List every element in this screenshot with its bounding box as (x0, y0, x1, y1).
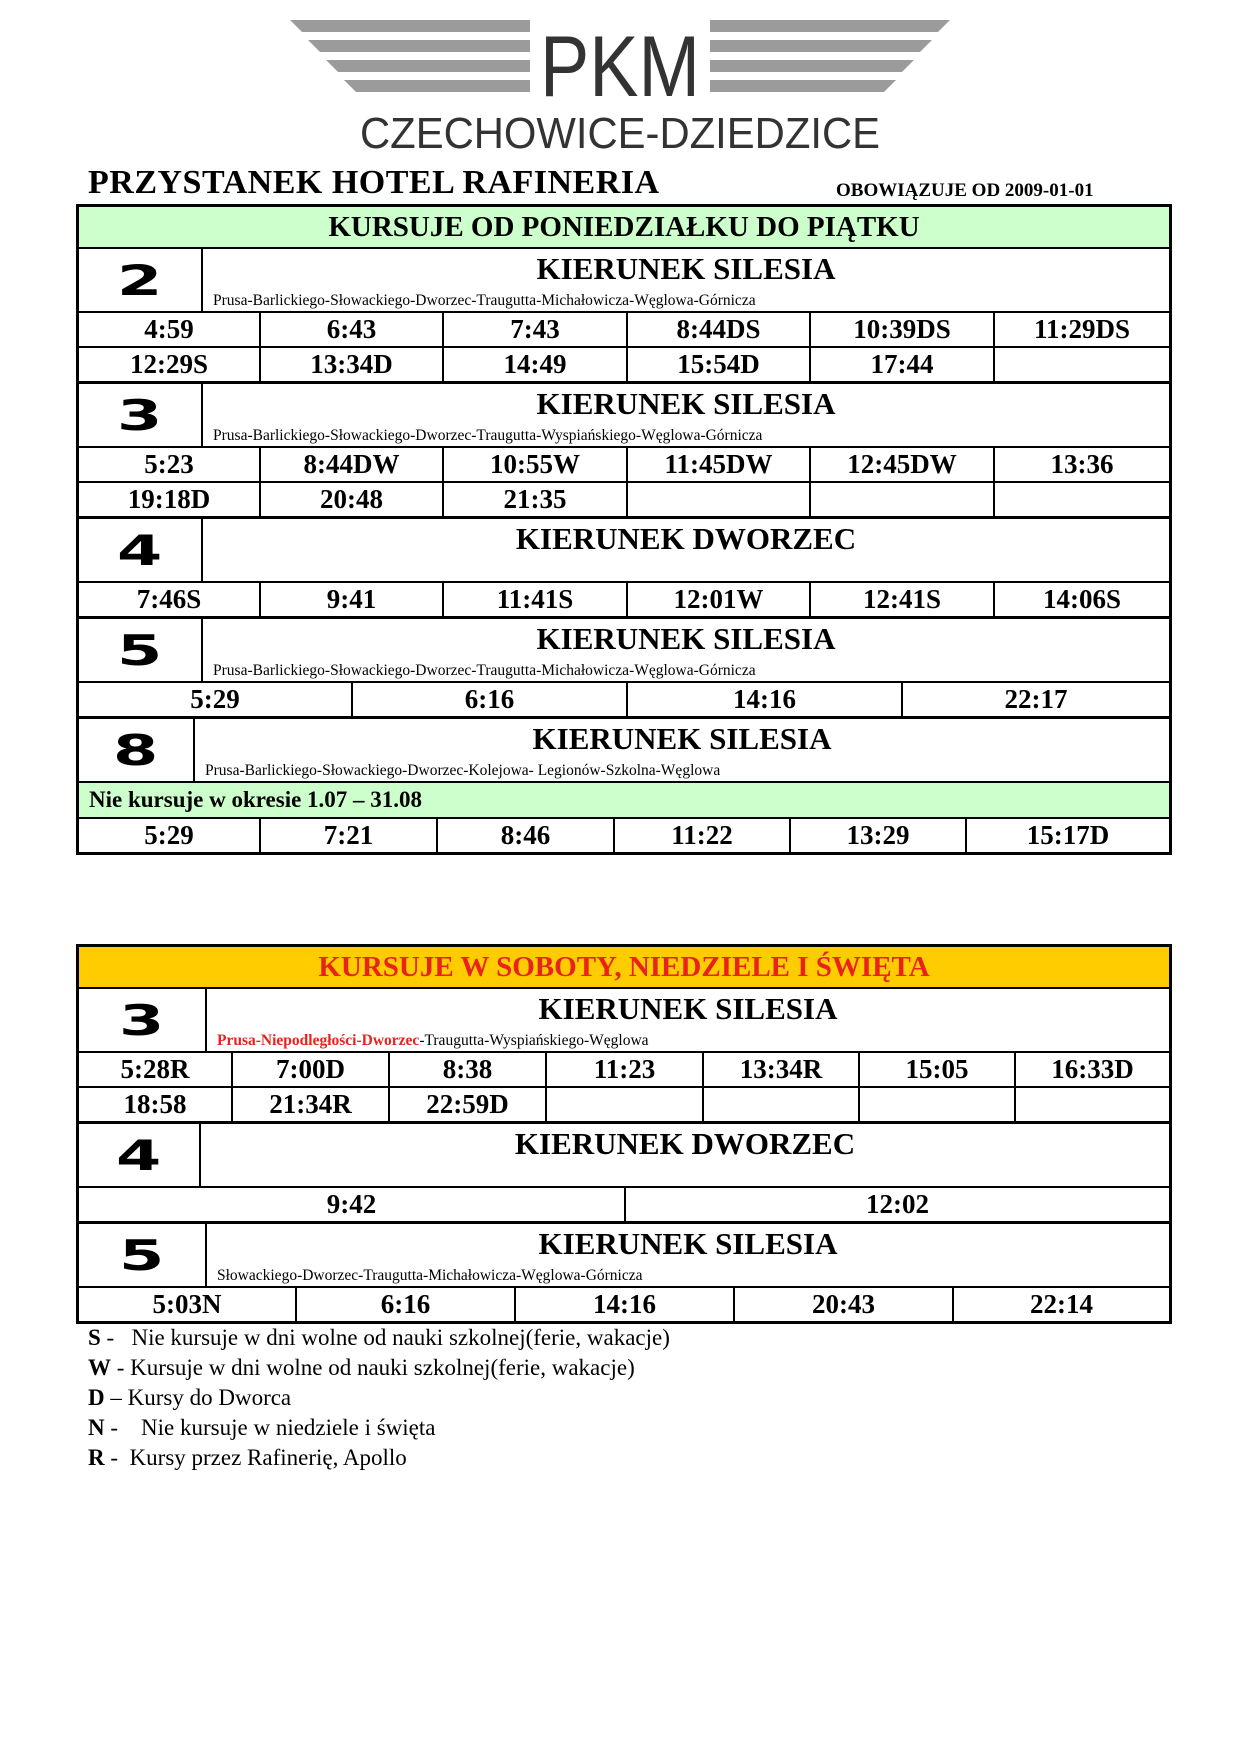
departure-time: 12:02 (866, 1189, 929, 1219)
departure-row (79, 1188, 1169, 1224)
departure-row (79, 1088, 1169, 1124)
departure-time: 14:49 (444, 348, 628, 381)
stop-title: PRZYSTANEK HOTEL RAFINERIA (88, 164, 660, 201)
line-header (79, 519, 1169, 583)
direction-label: KIERUNEK DWORZEC (515, 521, 857, 556)
line-number: 2 (79, 249, 203, 311)
departure-row (79, 348, 1169, 384)
departure-time: 7:43 (444, 313, 628, 346)
line-number: 3 (79, 384, 203, 446)
legend-code: D (88, 1385, 105, 1410)
line-header (79, 989, 1169, 1053)
legend-text: Kursuje w dni wolne od nauki szkolnej(ferie, wakacje) (130, 1355, 635, 1380)
line-header (79, 619, 1169, 683)
line-number: 5 (79, 619, 203, 681)
legend-item (88, 1413, 670, 1443)
departure-time: 13:34D (261, 348, 444, 381)
weekend-heading: KURSUJE W SOBOTY, NIEDZIELE I ŚWIĘTA (79, 947, 1169, 989)
departure-time: 18:58 (79, 1088, 233, 1121)
departure-time: 15:54D (628, 348, 811, 381)
departure-time: 9:42 (79, 1188, 626, 1221)
legend-code: R (88, 1445, 105, 1470)
route-label: Słowackiego-Dworzec-Traugutta-Michałowicza-Węglowa-Górnicza (217, 1267, 643, 1284)
departure-time: 4:59 (79, 313, 261, 346)
route-label: Prusa-Barlickiego-Słowackiego-Dworzec-Traugutta-Michałowicza-Węglowa-Górnicza (213, 292, 756, 309)
line-number: 8 (79, 719, 195, 781)
departure-time: 15:05 (860, 1053, 1016, 1086)
legend-separator: - (100, 1325, 132, 1350)
departure-time: 11:45DW (628, 448, 811, 481)
departure-time: 5:29 (79, 819, 261, 852)
line-header (79, 249, 1169, 313)
departure-row (79, 483, 1169, 519)
legend-code: W (88, 1355, 111, 1380)
weekday-timetable (76, 204, 1172, 855)
departure-time: 5:28R (79, 1053, 233, 1086)
legend-code: N (88, 1415, 105, 1440)
departure-time: 5:23 (79, 448, 261, 481)
departure-time: 13:34R (704, 1053, 860, 1086)
departure-time: 20:43 (735, 1288, 954, 1321)
legend-text: Nie kursuje w niedziele i święta (141, 1415, 436, 1440)
departure-time: 6:16 (297, 1288, 516, 1321)
departure-row (79, 1053, 1169, 1088)
departure-time (995, 483, 1169, 516)
legend-text: Kursy przez Rafinerię, Apollo (129, 1445, 407, 1470)
direction-label: KIERUNEK SILESIA (536, 251, 836, 286)
direction-label: KIERUNEK DWORZEC (514, 1126, 856, 1161)
departure-time (811, 483, 995, 516)
departure-row (79, 1288, 1169, 1321)
departure-time: 6:16 (353, 683, 628, 716)
direction-label: KIERUNEK SILESIA (536, 621, 836, 656)
line-header (79, 1124, 1169, 1188)
departure-row (79, 819, 1169, 852)
departure-time (1016, 1088, 1169, 1121)
direction-label: KIERUNEK SILESIA (536, 386, 836, 421)
departure-time: 5:03N (79, 1288, 297, 1321)
departure-time: 8:44DW (261, 448, 444, 481)
departure-time: 16:33D (1051, 1054, 1134, 1084)
legend-item (88, 1443, 670, 1473)
departure-time: 22:14 (1030, 1289, 1093, 1319)
departure-row (79, 313, 1169, 348)
departure-time: 11:29DS (1033, 314, 1131, 344)
departure-row (79, 583, 1169, 619)
logo-city: CZECHOWICE-DZIEDZICE (360, 109, 880, 153)
departure-row (79, 448, 1169, 483)
line-number: 5 (79, 1224, 207, 1286)
route-highlight: Prusa-Niepodległości-Dworzec (217, 1032, 420, 1049)
departure-time: 6:43 (261, 313, 444, 346)
legend-item (88, 1323, 670, 1353)
departure-time: 12:01W (628, 583, 811, 616)
departure-time: 19:18D (79, 483, 261, 516)
seasonal-note: Nie kursuje w okresie 1.07 – 31.08 (79, 783, 1169, 819)
departure-time: 10:55W (444, 448, 628, 481)
pkm-logo (290, 18, 950, 153)
departure-row (79, 683, 1169, 719)
logo-brand: PKM (540, 19, 700, 115)
valid-from-date: OBOWIĄZUJE OD 2009-01-01 (836, 180, 1094, 201)
route-label: Prusa-Barlickiego-Słowackiego-Dworzec-Traugutta-Wyspiańskiego-Węglowa-Górnicza (213, 427, 763, 444)
departure-time: 22:17 (1004, 684, 1068, 714)
departure-time: 10:39DS (811, 313, 995, 346)
departure-time: 12:29S (79, 348, 261, 381)
line-header (79, 1224, 1169, 1288)
legend-text: Kursy do Dworca (127, 1385, 292, 1410)
route-label: Prusa-Barlickiego-Słowackiego-Dworzec-Kolejowa- Legionów-Szkolna-Węglowa (205, 762, 721, 779)
legend-code: S (88, 1325, 101, 1350)
direction-label: KIERUNEK SILESIA (538, 1226, 838, 1261)
departure-time: 7:21 (261, 819, 438, 852)
departure-time: 7:46S (79, 583, 261, 616)
departure-time: 11:41S (444, 583, 628, 616)
weekday-heading: KURSUJE OD PONIEDZIAŁKU DO PIĄTKU (79, 207, 1169, 249)
departure-time: 14:16 (628, 683, 903, 716)
route-label: Prusa-Barlickiego-Słowackiego-Dworzec-Traugutta-Michałowicza-Węglowa-Górnicza (213, 662, 756, 679)
departure-time: 12:45DW (811, 448, 995, 481)
direction-label: KIERUNEK SILESIA (538, 991, 838, 1026)
departure-time: 5:29 (79, 683, 353, 716)
departure-time (704, 1088, 860, 1121)
legend-separator: – (104, 1385, 128, 1410)
departure-time (547, 1088, 704, 1121)
line-number: 4 (79, 519, 203, 581)
departure-time (628, 483, 811, 516)
departure-time (995, 348, 1169, 381)
departure-time: 13:36 (1050, 449, 1114, 479)
route-rest: -Traugutta-Wyspiańskiego-Węglowa (419, 1032, 649, 1049)
line-header (79, 384, 1169, 448)
direction-label: KIERUNEK SILESIA (532, 721, 832, 756)
departure-time: 14:06S (1042, 584, 1121, 614)
departure-time: 15:17D (1026, 820, 1110, 850)
departure-time: 20:48 (261, 483, 444, 516)
departure-time: 11:22 (615, 819, 791, 852)
departure-time: 11:23 (547, 1053, 704, 1086)
departure-time: 21:35 (444, 483, 628, 516)
departure-time: 8:44DS (628, 313, 811, 346)
departure-time (860, 1088, 1016, 1121)
departure-time: 17:44 (811, 348, 995, 381)
line-header (79, 719, 1169, 783)
weekend-timetable (76, 944, 1172, 1324)
legend-item (88, 1353, 670, 1383)
departure-time: 13:29 (791, 819, 967, 852)
departure-time: 21:34R (233, 1088, 390, 1121)
route-label (217, 1032, 649, 1050)
departure-time: 8:38 (390, 1053, 547, 1086)
legend (88, 1323, 670, 1473)
line-number: 3 (79, 989, 207, 1051)
legend-separator: - (111, 1355, 131, 1380)
departure-time: 14:16 (516, 1288, 735, 1321)
departure-time: 12:41S (811, 583, 995, 616)
departure-time: 8:46 (438, 819, 615, 852)
legend-separator: - (104, 1445, 130, 1470)
line-number: 4 (79, 1124, 201, 1186)
legend-text: Nie kursuje w dni wolne od nauki szkolnej(ferie, wakacje) (131, 1325, 670, 1350)
legend-separator: - (104, 1415, 142, 1440)
legend-item (88, 1383, 670, 1413)
departure-time: 9:41 (261, 583, 444, 616)
departure-time: 7:00D (233, 1053, 390, 1086)
departure-time: 22:59D (390, 1088, 547, 1121)
